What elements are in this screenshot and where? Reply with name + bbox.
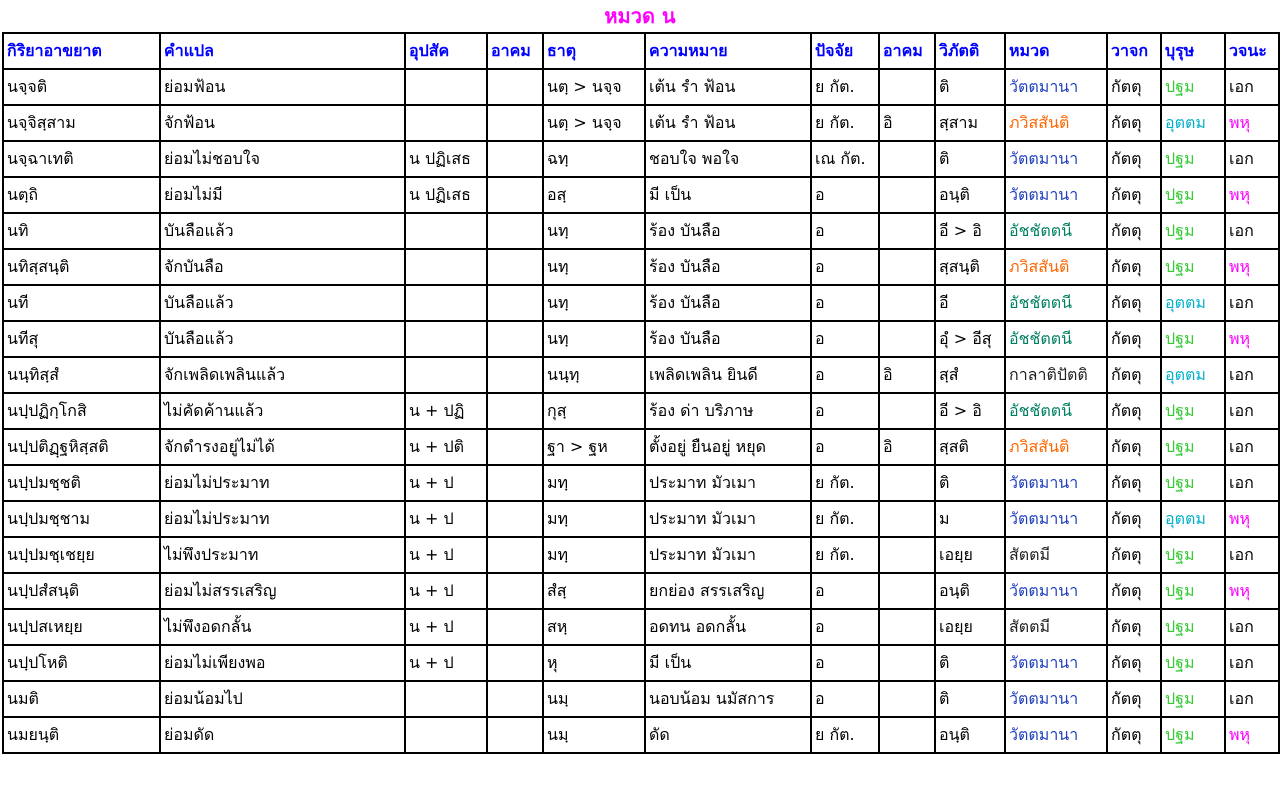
cell-augment-2 (879, 213, 935, 249)
cell-person: ปฐม (1161, 213, 1225, 249)
cell-translation: จักฟ้อน (160, 105, 405, 141)
cell-translation: ไม่พึงประมาท (160, 537, 405, 573)
cell-augment-2 (879, 573, 935, 609)
cell-suffix: อ (811, 393, 879, 429)
cell-augment (487, 177, 543, 213)
cell-augment (487, 69, 543, 105)
cell-translation: ย่อมน้อมไป (160, 681, 405, 717)
cell-prefix (405, 717, 487, 753)
header-verb: กิริยาอาขยาต (3, 33, 160, 69)
cell-suffix: อ (811, 249, 879, 285)
table-row (3, 429, 1279, 465)
cell-ending: ติ (935, 465, 1005, 501)
cell-ending: ติ (935, 681, 1005, 717)
cell-number: พหุ (1225, 501, 1279, 537)
cell-voice: กัตตุ (1107, 357, 1161, 393)
cell-number: เอก (1225, 213, 1279, 249)
cell-augment (487, 681, 543, 717)
cell-person: ปฐม (1161, 681, 1225, 717)
header-augment: อาคม (487, 33, 543, 69)
cell-number: พหุ (1225, 177, 1279, 213)
cell-category: วัตตมานา (1005, 681, 1107, 717)
cell-augment-2 (879, 393, 935, 429)
cell-translation: บันลือแล้ว (160, 321, 405, 357)
cell-voice: กัตตุ (1107, 249, 1161, 285)
cell-suffix: อ (811, 429, 879, 465)
table-row (3, 249, 1279, 285)
cell-voice: กัตตุ (1107, 213, 1161, 249)
cell-person: ปฐม (1161, 393, 1225, 429)
cell-person: ปฐม (1161, 141, 1225, 177)
cell-category: ภวิสสันติ (1005, 429, 1107, 465)
cell-voice: กัตตุ (1107, 717, 1161, 753)
cell-meaning: เต้น รำ ฟ้อน (645, 69, 811, 105)
cell-augment (487, 573, 543, 609)
cell-root: สํสฺ (543, 573, 645, 609)
cell-augment (487, 537, 543, 573)
table-row (3, 177, 1279, 213)
cell-translation: ย่อมไม่ประมาท (160, 501, 405, 537)
cell-augment (487, 393, 543, 429)
cell-verb: นทิ (3, 213, 160, 249)
cell-suffix: อ (811, 645, 879, 681)
cell-prefix (405, 69, 487, 105)
cell-augment-2 (879, 69, 935, 105)
cell-verb: นปฺปสเหยฺย (3, 609, 160, 645)
table-row (3, 393, 1279, 429)
cell-suffix: อ (811, 177, 879, 213)
cell-suffix: อ (811, 681, 879, 717)
cell-ending: ติ (935, 69, 1005, 105)
cell-prefix: น + ปติ (405, 429, 487, 465)
header-suffix: ปัจจัย (811, 33, 879, 69)
cell-ending: เอยฺย (935, 537, 1005, 573)
cell-ending: อุํ > อีสุ (935, 321, 1005, 357)
cell-augment (487, 213, 543, 249)
cell-category: อัชชัตตนี (1005, 393, 1107, 429)
cell-person: ปฐม (1161, 69, 1225, 105)
cell-root: ฉทฺ (543, 141, 645, 177)
table-row (3, 681, 1279, 717)
cell-augment-2: อิ (879, 429, 935, 465)
cell-person: ปฐม (1161, 249, 1225, 285)
cell-meaning: ร้อง บันลือ (645, 213, 811, 249)
cell-category: วัตตมานา (1005, 573, 1107, 609)
cell-root: กุสฺ (543, 393, 645, 429)
cell-voice: กัตตุ (1107, 177, 1161, 213)
cell-translation: บันลือแล้ว (160, 213, 405, 249)
table-row (3, 69, 1279, 105)
cell-category: วัตตมานา (1005, 465, 1107, 501)
cell-meaning: ดัด (645, 717, 811, 753)
cell-number: เอก (1225, 537, 1279, 573)
cell-verb: นมยนฺติ (3, 717, 160, 753)
cell-person: ปฐม (1161, 609, 1225, 645)
cell-verb: นปฺปสํสนฺติ (3, 573, 160, 609)
cell-suffix: ย กัต. (811, 501, 879, 537)
cell-meaning: มี เป็น (645, 177, 811, 213)
cell-suffix: เณ กัต. (811, 141, 879, 177)
cell-voice: กัตตุ (1107, 321, 1161, 357)
header-meaning: ความหมาย (645, 33, 811, 69)
cell-augment (487, 249, 543, 285)
cell-verb: นปฺปฏิกฺโกสิ (3, 393, 160, 429)
cell-meaning: เต้น รำ ฟ้อน (645, 105, 811, 141)
header-category: หมวด (1005, 33, 1107, 69)
cell-augment-2: อิ (879, 105, 935, 141)
cell-person: ปฐม (1161, 717, 1225, 753)
header-voice: วาจก (1107, 33, 1161, 69)
cell-voice: กัตตุ (1107, 609, 1161, 645)
cell-prefix: น + ป (405, 465, 487, 501)
cell-voice: กัตตุ (1107, 285, 1161, 321)
cell-verb: นนฺทิสฺสํ (3, 357, 160, 393)
cell-prefix (405, 681, 487, 717)
table-row (3, 645, 1279, 681)
cell-ending: สฺสาม (935, 105, 1005, 141)
cell-ending: อี (935, 285, 1005, 321)
cell-category: สัตตมี (1005, 609, 1107, 645)
cell-number: พหุ (1225, 105, 1279, 141)
cell-translation: ย่อมไม่สรรเสริญ (160, 573, 405, 609)
cell-number: เอก (1225, 285, 1279, 321)
cell-translation: จักดำรงอยู่ไม่ได้ (160, 429, 405, 465)
cell-prefix: น + ป (405, 501, 487, 537)
header-augment-2: อาคม (879, 33, 935, 69)
cell-verb: นปฺปมชฺเชยฺย (3, 537, 160, 573)
page-title: หมวด น (604, 4, 676, 28)
header-row (3, 33, 1279, 69)
cell-suffix: ย กัต. (811, 537, 879, 573)
cell-root: สหฺ (543, 609, 645, 645)
cell-ending: สฺสํ (935, 357, 1005, 393)
cell-category: ภวิสสันติ (1005, 249, 1107, 285)
verb-table (2, 32, 1280, 754)
cell-suffix: ย กัต. (811, 717, 879, 753)
cell-meaning: ประมาท มัวเมา (645, 501, 811, 537)
cell-prefix (405, 105, 487, 141)
cell-ending: เอยฺย (935, 609, 1005, 645)
cell-category: กาลาติปัตติ (1005, 357, 1107, 393)
cell-verb: นตฺถิ (3, 177, 160, 213)
cell-ending: ติ (935, 141, 1005, 177)
cell-ending: อี > อิ (935, 213, 1005, 249)
cell-number: เอก (1225, 645, 1279, 681)
cell-root: นทฺ (543, 321, 645, 357)
cell-meaning: ร้อง ด่า บริภาษ (645, 393, 811, 429)
cell-person: ปฐม (1161, 645, 1225, 681)
cell-ending: สฺสนฺติ (935, 249, 1005, 285)
cell-augment (487, 609, 543, 645)
cell-translation: ย่อมไม่ประมาท (160, 465, 405, 501)
cell-verb: นจฺจิสฺสาม (3, 105, 160, 141)
cell-root: นตฺ > นจฺจ (543, 105, 645, 141)
cell-ending: สฺสติ (935, 429, 1005, 465)
cell-category: วัตตมานา (1005, 141, 1107, 177)
cell-person: ปฐม (1161, 177, 1225, 213)
cell-suffix: อ (811, 609, 879, 645)
cell-augment-2 (879, 249, 935, 285)
cell-verb: นทิสฺสนฺติ (3, 249, 160, 285)
cell-ending: ม (935, 501, 1005, 537)
cell-augment (487, 285, 543, 321)
cell-translation: จักเพลิดเพลินแล้ว (160, 357, 405, 393)
cell-suffix: ย กัต. (811, 105, 879, 141)
table-row (3, 285, 1279, 321)
table-row (3, 105, 1279, 141)
cell-verb: นปฺปติฏฺฐหิสฺสติ (3, 429, 160, 465)
cell-verb: นที (3, 285, 160, 321)
cell-translation: ย่อมฟ้อน (160, 69, 405, 105)
cell-category: วัตตมานา (1005, 717, 1107, 753)
table-row (3, 717, 1279, 753)
cell-prefix: น ปฏิเสธ (405, 177, 487, 213)
cell-voice: กัตตุ (1107, 537, 1161, 573)
table-row (3, 573, 1279, 609)
cell-translation: บันลือแล้ว (160, 285, 405, 321)
cell-translation: จักบันลือ (160, 249, 405, 285)
cell-category: ภวิสสันติ (1005, 105, 1107, 141)
cell-verb: นจฺฉาเทติ (3, 141, 160, 177)
cell-prefix (405, 249, 487, 285)
table-row (3, 465, 1279, 501)
cell-suffix: อ (811, 573, 879, 609)
cell-meaning: ยกย่อง สรรเสริญ (645, 573, 811, 609)
cell-number: พหุ (1225, 573, 1279, 609)
table-row (3, 357, 1279, 393)
cell-root: นทฺ (543, 249, 645, 285)
cell-ending: ติ (935, 645, 1005, 681)
cell-person: ปฐม (1161, 537, 1225, 573)
cell-category: อัชชัตตนี (1005, 321, 1107, 357)
header-prefix: อุปสัค (405, 33, 487, 69)
cell-category: อัชชัตตนี (1005, 285, 1107, 321)
cell-verb: นจฺจติ (3, 69, 160, 105)
cell-meaning: ร้อง บันลือ (645, 249, 811, 285)
cell-prefix: น + ปฏิ (405, 393, 487, 429)
cell-prefix (405, 285, 487, 321)
cell-root: นตฺ > นจฺจ (543, 69, 645, 105)
cell-number: พหุ (1225, 249, 1279, 285)
table-row (3, 213, 1279, 249)
cell-voice: กัตตุ (1107, 465, 1161, 501)
cell-augment-2 (879, 465, 935, 501)
cell-meaning: นอบน้อม นมัสการ (645, 681, 811, 717)
cell-meaning: ตั้งอยู่ ยืนอยู่ หยุด (645, 429, 811, 465)
header-person: บุรุษ (1161, 33, 1225, 69)
cell-number: เอก (1225, 69, 1279, 105)
cell-augment-2 (879, 285, 935, 321)
cell-root: นมฺ (543, 717, 645, 753)
cell-translation: ย่อมไม่ชอบใจ (160, 141, 405, 177)
cell-translation: ย่อมดัด (160, 717, 405, 753)
cell-voice: กัตตุ (1107, 393, 1161, 429)
cell-number: เอก (1225, 393, 1279, 429)
cell-root: มทฺ (543, 537, 645, 573)
cell-person: อุตตม (1161, 357, 1225, 393)
header-number: วจนะ (1225, 33, 1279, 69)
header-translation: คำแปล (160, 33, 405, 69)
cell-augment (487, 645, 543, 681)
cell-person: ปฐม (1161, 321, 1225, 357)
cell-augment-2 (879, 177, 935, 213)
header-ending: วิภัตติ (935, 33, 1005, 69)
cell-augment (487, 717, 543, 753)
cell-root: อสฺ (543, 177, 645, 213)
cell-prefix (405, 357, 487, 393)
cell-verb: นปฺปมชฺชาม (3, 501, 160, 537)
cell-root: นทฺ (543, 213, 645, 249)
cell-augment (487, 357, 543, 393)
cell-verb: นปฺปโหติ (3, 645, 160, 681)
cell-meaning: อดทน อดกลั้น (645, 609, 811, 645)
cell-augment-2 (879, 717, 935, 753)
cell-translation: ไม่พึงอดกลั้น (160, 609, 405, 645)
table-row (3, 609, 1279, 645)
cell-number: เอก (1225, 141, 1279, 177)
cell-prefix (405, 321, 487, 357)
table-row (3, 321, 1279, 357)
cell-voice: กัตตุ (1107, 645, 1161, 681)
cell-augment-2 (879, 537, 935, 573)
cell-category: วัตตมานา (1005, 501, 1107, 537)
cell-suffix: ย กัต. (811, 465, 879, 501)
cell-augment-2 (879, 645, 935, 681)
cell-number: เอก (1225, 681, 1279, 717)
cell-voice: กัตตุ (1107, 501, 1161, 537)
cell-number: เอก (1225, 429, 1279, 465)
cell-person: ปฐม (1161, 573, 1225, 609)
cell-root: หุ (543, 645, 645, 681)
cell-person: อุตตม (1161, 105, 1225, 141)
cell-meaning: ร้อง บันลือ (645, 321, 811, 357)
cell-category: วัตตมานา (1005, 69, 1107, 105)
cell-augment (487, 321, 543, 357)
cell-root: นนฺทฺ (543, 357, 645, 393)
cell-meaning: ประมาท มัวเมา (645, 537, 811, 573)
cell-voice: กัตตุ (1107, 69, 1161, 105)
cell-category: วัตตมานา (1005, 645, 1107, 681)
cell-person: ปฐม (1161, 465, 1225, 501)
cell-voice: กัตตุ (1107, 105, 1161, 141)
cell-category: สัตตมี (1005, 537, 1107, 573)
cell-augment (487, 141, 543, 177)
cell-root: นทฺ (543, 285, 645, 321)
cell-prefix: น + ป (405, 645, 487, 681)
cell-ending: อนฺติ (935, 177, 1005, 213)
cell-number: เอก (1225, 609, 1279, 645)
cell-voice: กัตตุ (1107, 429, 1161, 465)
cell-suffix: อ (811, 357, 879, 393)
cell-meaning: มี เป็น (645, 645, 811, 681)
cell-number: พหุ (1225, 717, 1279, 753)
cell-person: ปฐม (1161, 429, 1225, 465)
cell-root: ฐา > ฐห (543, 429, 645, 465)
cell-suffix: ย กัต. (811, 69, 879, 105)
cell-prefix (405, 213, 487, 249)
table-row (3, 141, 1279, 177)
cell-translation: ย่อมไม่เพียงพอ (160, 645, 405, 681)
cell-meaning: ประมาท มัวเมา (645, 465, 811, 501)
cell-augment (487, 105, 543, 141)
cell-prefix: น + ป (405, 609, 487, 645)
cell-suffix: อ (811, 213, 879, 249)
cell-augment-2 (879, 681, 935, 717)
cell-augment (487, 501, 543, 537)
cell-person: อุตตม (1161, 501, 1225, 537)
cell-augment-2 (879, 501, 935, 537)
cell-verb: นปฺปมชฺชติ (3, 465, 160, 501)
cell-voice: กัตตุ (1107, 141, 1161, 177)
cell-augment-2 (879, 141, 935, 177)
cell-prefix: น + ป (405, 537, 487, 573)
cell-suffix: อ (811, 285, 879, 321)
cell-prefix: น ปฏิเสธ (405, 141, 487, 177)
cell-root: มทฺ (543, 465, 645, 501)
table-body (3, 69, 1279, 753)
cell-augment (487, 465, 543, 501)
cell-meaning: เพลิดเพลิน ยินดี (645, 357, 811, 393)
cell-ending: อนฺติ (935, 573, 1005, 609)
table-row (3, 537, 1279, 573)
cell-category: วัตตมานา (1005, 177, 1107, 213)
cell-ending: อี > อิ (935, 393, 1005, 429)
cell-suffix: อ (811, 321, 879, 357)
cell-translation: ไม่คัดค้านแล้ว (160, 393, 405, 429)
cell-augment-2 (879, 321, 935, 357)
cell-number: เอก (1225, 465, 1279, 501)
cell-voice: กัตตุ (1107, 681, 1161, 717)
cell-meaning: ชอบใจ พอใจ (645, 141, 811, 177)
table-row (3, 501, 1279, 537)
cell-prefix: น + ป (405, 573, 487, 609)
header-root: ธาตุ (543, 33, 645, 69)
cell-ending: อนฺติ (935, 717, 1005, 753)
cell-category: อัชชัตตนี (1005, 213, 1107, 249)
cell-meaning: ร้อง บันลือ (645, 285, 811, 321)
cell-verb: นทีสุ (3, 321, 160, 357)
cell-number: เอก (1225, 357, 1279, 393)
cell-root: นมฺ (543, 681, 645, 717)
cell-augment (487, 429, 543, 465)
cell-verb: นมติ (3, 681, 160, 717)
cell-augment-2 (879, 609, 935, 645)
cell-person: อุตตม (1161, 285, 1225, 321)
cell-number: พหุ (1225, 321, 1279, 357)
cell-augment-2: อิ (879, 357, 935, 393)
cell-translation: ย่อมไม่มี (160, 177, 405, 213)
cell-voice: กัตตุ (1107, 573, 1161, 609)
cell-root: มทฺ (543, 501, 645, 537)
